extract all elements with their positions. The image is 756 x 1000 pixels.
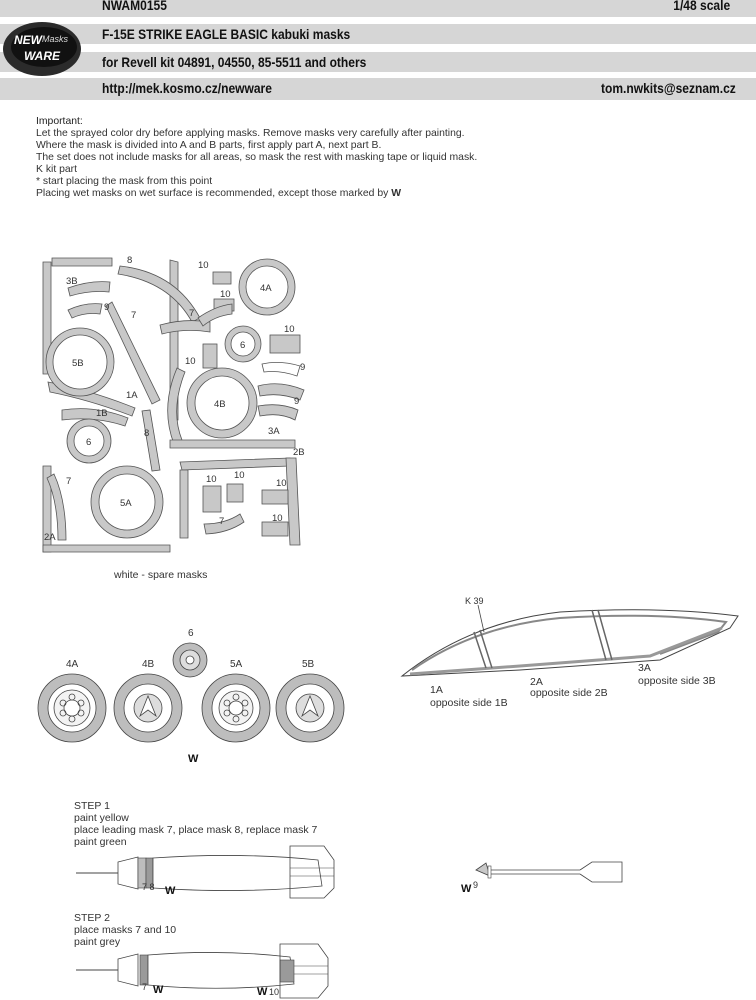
sheet-label: 2B (293, 447, 305, 458)
sheet-label: 4B (214, 399, 226, 410)
step-line: paint grey (74, 936, 121, 948)
sheet-label: 3A (268, 426, 280, 437)
sheet-label: 10 (234, 470, 245, 481)
note-line: Placing wet masks on wet surface is recommended, except those marked by W (36, 188, 401, 199)
kit-line: for Revell kit 04891, 04550, 85-5511 and others (102, 54, 367, 70)
sheet-label: 10 (220, 289, 231, 300)
step-1-marks: 7 8 (142, 882, 155, 892)
sheet-label: 10 (276, 478, 287, 489)
probe-mark: 9 (473, 880, 479, 890)
canopy-part-1-opposite: opposite side 1B (430, 697, 508, 709)
canopy-part-3: 3A (638, 662, 651, 674)
sheet-label: 10 (185, 356, 196, 367)
wet-mark: W (391, 188, 401, 199)
probe-wet-mark: W (461, 883, 472, 895)
product-code: NWAM0155 (102, 0, 167, 13)
sheet-label: 9 (300, 362, 306, 373)
wheel-label: 4A (66, 659, 79, 670)
sheet-label: 4A (260, 283, 272, 294)
email-link[interactable]: tom.nwkits@seznam.cz (601, 80, 736, 96)
step-line: paint yellow (74, 812, 129, 824)
sheet-label: 8 (127, 255, 133, 266)
step-2-wet-mark-a: W (153, 984, 164, 996)
logo-masks: Masks (42, 34, 69, 44)
canopy-part-2: 2A (530, 676, 543, 688)
step-line: paint green (74, 836, 127, 848)
canopy-k-label: K 39 (465, 596, 484, 606)
step-2-mark-10: 10 (269, 987, 280, 997)
sheet-label: 10 (284, 324, 295, 335)
sheet-label: 3B (66, 276, 78, 287)
canopy-part-2-opposite: opposite side 2B (530, 687, 608, 699)
step-1-wet-mark: W (165, 885, 176, 897)
sheet-label: 6 (86, 437, 92, 448)
logo-new: NEW (14, 33, 42, 47)
note-line: The set does not include masks for all areas, so mask the rest with masking tape or liquid mask. (36, 152, 478, 163)
sheet-label: 10 (272, 513, 283, 524)
spare-caption: white - spare masks (114, 569, 208, 581)
wheel-label: 5A (230, 659, 243, 670)
sheet-label: 2A (44, 532, 56, 543)
canopy-part-1: 1A (430, 684, 443, 696)
wheel-label: 6 (188, 628, 194, 639)
wheel-wet-mark: W (188, 753, 199, 765)
note-line: Where the mask is divided into A and B parts, first apply part A, next part B. (36, 140, 382, 151)
sheet-label: 5A (120, 498, 132, 509)
sheet-label: 7 (131, 310, 137, 321)
sheet-label: 9 (104, 302, 110, 313)
sheet-label: 7 (66, 476, 72, 487)
canopy-part-3-opposite: opposite side 3B (638, 675, 716, 687)
sheet-label: 7 (189, 308, 195, 319)
sheet-label: 10 (206, 474, 217, 485)
sheet-label: 7 (219, 516, 225, 527)
step-line: place leading mask 7, place mask 8, replace mask 7 (74, 824, 318, 836)
wheel-label: 4B (142, 659, 155, 670)
notes-title: Important: (36, 116, 83, 127)
step-2-wet-mark-b: W (257, 986, 268, 998)
step-1-title: STEP 1 (74, 800, 110, 812)
step-2-mark-7: 7 (142, 982, 148, 992)
sheet-label: 9 (294, 396, 300, 407)
step-2-title: STEP 2 (74, 912, 110, 924)
website-link[interactable]: http://mek.kosmo.cz/newware (102, 80, 272, 96)
logo-ware: WARE (24, 49, 60, 63)
product-title: F-15E STRIKE EAGLE BASIC kabuki masks (102, 26, 351, 42)
sheet-label: 8 (144, 428, 150, 439)
sheet-label: 1A (126, 390, 138, 401)
sheet-label: 6 (240, 340, 246, 351)
sheet-label: 1B (96, 408, 108, 419)
note-line: K kit part (36, 164, 77, 175)
sheet-label: 5B (72, 358, 84, 369)
note-line: Let the sprayed color dry before applying masks. Remove masks very carefully after painting. (36, 128, 465, 139)
step-line: place masks 7 and 10 (74, 924, 177, 936)
wheel-label: 5B (302, 659, 315, 670)
note-line: * start placing the mask from this point (36, 176, 213, 187)
scale-label: 1/48 scale (673, 0, 730, 13)
sheet-label: 10 (198, 260, 209, 271)
